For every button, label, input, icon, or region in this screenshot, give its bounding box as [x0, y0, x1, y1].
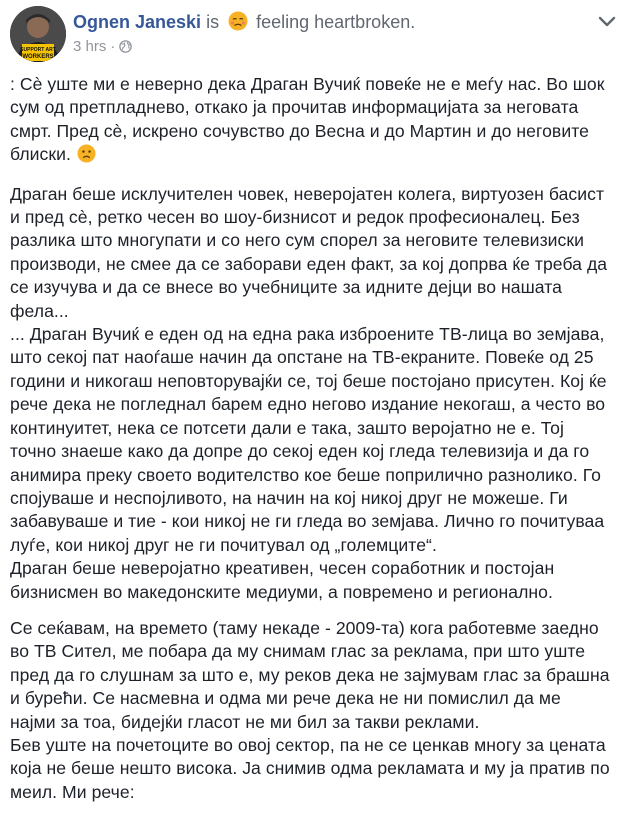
paragraph-line-text: блиски. — [10, 144, 71, 165]
paragraph-line: смрт. Пред сè, искрено сочувство до Весна и до Мартин и до неговите — [10, 120, 589, 141]
globe-icon[interactable] — [119, 40, 132, 58]
paragraph-line: производи, не смее да се заборави еден факт, за кој допрва ќе треба да — [10, 253, 608, 274]
post-options-menu-button[interactable] — [594, 12, 620, 32]
paragraph-line: сум од претпладнево, откако ја прочитав информацијата за неговата — [10, 97, 579, 118]
author-name-link[interactable]: Ognen Janeski — [73, 12, 202, 32]
paragraph-line: години и никогаш неповторувајќи се, тој беше постојано присутен. Кој ќе — [10, 370, 607, 391]
post-header — [10, 6, 622, 62]
paragraph-line: ... Драган Вучиќ е еден од на една рака изброените ТВ-лица во земјава, — [10, 324, 605, 345]
paragraph-line: спојуваше и неспојливото, на начин на кој никој друг не можеше. Ги — [10, 487, 568, 508]
chevron-down-icon — [594, 12, 620, 32]
paragraph-line: точно знаеше како да допре до секој еден кој гледа телевизија и да го — [10, 441, 590, 462]
avatar[interactable] — [10, 6, 66, 62]
status-prefix: is — [206, 12, 220, 32]
meta-separator: · — [110, 38, 116, 55]
feeling-text: feeling heartbroken. — [256, 12, 416, 32]
avatar-logo-text-top: SUPPORT ART — [20, 47, 56, 53]
paragraph-line: разлика што многупати и со него сум спорел за неговите телевизиски — [10, 230, 585, 251]
avatar-image — [10, 6, 66, 62]
paragraph-line: фела... — [10, 300, 69, 321]
paragraph-line — [10, 143, 626, 169]
post-meta — [73, 38, 132, 58]
post-body — [10, 73, 626, 816]
sad-face-icon — [77, 144, 96, 169]
avatar-logo-text-bottom: WORKERS — [22, 54, 54, 60]
paragraph-line: најми за тоа, бидејќи гласот не ми бил за такви реклами. — [10, 711, 480, 732]
paragraph-line: во ТВ Сител, ме побара да му снимам глас за реклама, при што уште — [10, 641, 586, 662]
paragraph-1 — [10, 73, 626, 170]
paragraph-line: анимира преку своето водителство кое беше поприлично разнолико. Го — [10, 464, 601, 485]
paragraph-line: што секој пат наоѓаше начин да опстане на ТВ-екраните. Повеќе од 25 — [10, 347, 594, 368]
paragraph-line: пред да го слушнам за што е, му реков дека не зајмувам глас за брашна — [10, 664, 610, 685]
paragraph-line: континуитет, нека се потсети дали е така, зашто веројатно не е. Тој — [10, 417, 564, 438]
paragraph-2 — [10, 183, 626, 604]
heartbroken-face-icon — [228, 11, 248, 36]
paragraph-line: и бурећи. Се насмевна и одма ми рече дека не ни помислил да ме — [10, 688, 561, 709]
paragraph-line: Се сеќавам, на времето (таму некаде - 2009-та) кога работевме заедно — [10, 617, 599, 638]
paragraph-line: : Сè уште ми е неверно дека Драган Вучиќ повеќе не е меѓу нас. Во шок — [10, 74, 605, 94]
paragraph-line: меил. Ми рече: — [10, 781, 135, 802]
paragraph-line: се изучува и да се внесе во учебниците за идните дејци во нашата — [10, 277, 562, 298]
post-timestamp-link[interactable]: 3 hrs — [73, 38, 107, 55]
paragraph-line: која не беше нешто висока. Ја снимив одма рекламата и му ја пратив по — [10, 758, 610, 779]
paragraph-line: Драган беше неверојатно креативен, чесен соработник и постојан — [10, 558, 555, 579]
paragraph-line: Бев уште на почетоците во овој сектор, па не се ценкав многу за цената — [10, 734, 606, 755]
paragraph-line: бизнисмен во македонските медиуми, а повремено и регионално. — [10, 581, 553, 602]
post-title-line — [73, 11, 415, 36]
paragraph-line: луѓе, кои никој друг не ги почитувал од „големците“. — [10, 534, 437, 555]
paragraph-line: и пред сè, ретко чесен во шоу-бизнисот и редок професионалец. Без — [10, 207, 580, 228]
paragraph-line: забавуваше и тие - кои никој не ги гледа во земјава. Лично го почитуваа — [10, 511, 605, 532]
paragraph-line: рече дека не погледнал барем едно негово издание некогаш, а често во — [10, 394, 606, 415]
paragraph-line: Драган беше исклучителен човек, неверојатен колега, виртуозен басист — [10, 183, 605, 204]
paragraph-3 — [10, 617, 626, 804]
